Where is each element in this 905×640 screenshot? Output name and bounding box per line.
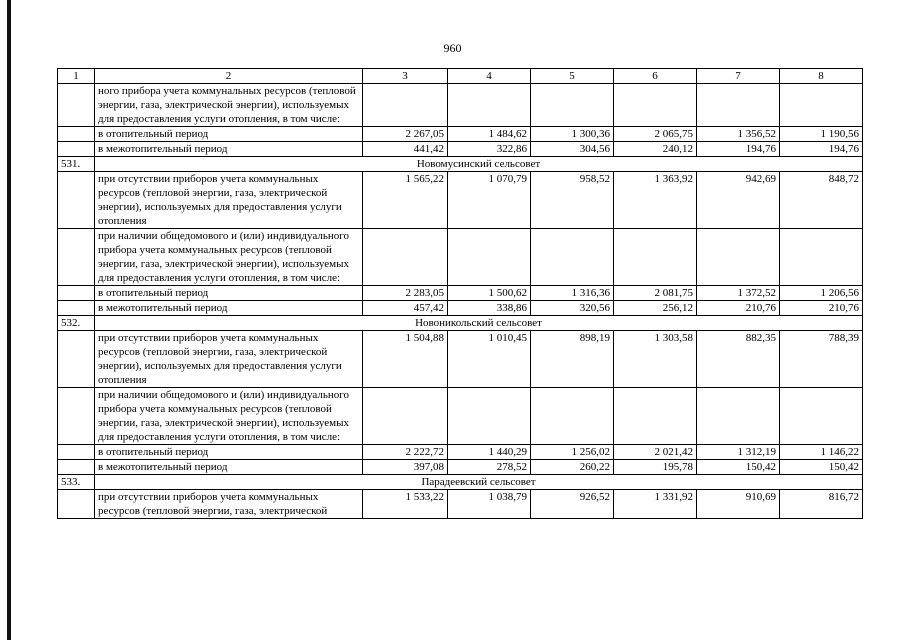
tariff-table — [57, 68, 863, 519]
section-header-row — [58, 316, 863, 331]
table-row — [58, 331, 863, 388]
section-title: Новоникольский сельсовет — [95, 316, 863, 331]
value-cell: 194,76 — [780, 142, 863, 157]
value-cell: 2 222,72 — [363, 445, 448, 460]
table-row — [58, 388, 863, 445]
value-cell: 256,12 — [614, 301, 697, 316]
value-cell: 1 356,52 — [697, 127, 780, 142]
value-cell: 942,69 — [697, 172, 780, 229]
value-cell: 882,35 — [697, 331, 780, 388]
section-title: Парадеевский сельсовет — [95, 475, 863, 490]
table-row — [58, 460, 863, 475]
value-cell: 2 081,75 — [614, 286, 697, 301]
section-header-row — [58, 157, 863, 172]
value-cell: 1 500,62 — [448, 286, 531, 301]
scan-edge-bar — [7, 0, 11, 640]
value-cell: 1 206,56 — [780, 286, 863, 301]
value-cell: 1 484,62 — [448, 127, 531, 142]
page-number: 960 — [443, 41, 462, 55]
value-cell: 1 146,22 — [780, 445, 863, 460]
value-cell: 441,42 — [363, 142, 448, 157]
header-cell: 5 — [531, 69, 614, 84]
value-cell: 1 070,79 — [448, 172, 531, 229]
header-cell: 6 — [614, 69, 697, 84]
value-cell: 2 283,05 — [363, 286, 448, 301]
value-cell: 1 010,45 — [448, 331, 531, 388]
value-cell: 2 021,42 — [614, 445, 697, 460]
value-cell: 457,42 — [363, 301, 448, 316]
value-cell: 338,86 — [448, 301, 531, 316]
value-cell: 1 316,36 — [531, 286, 614, 301]
table-row — [58, 172, 863, 229]
row-description: при наличии общедомового и (или) индивидуального прибора учета коммунальных ресурсов (тепловой энергии, газа, электрической энергии), используемых для предоставления услуги отопления, в том числе: — [95, 388, 363, 445]
section-number: 532. — [58, 316, 95, 331]
value-cell: 848,72 — [780, 172, 863, 229]
header-cell: 7 — [697, 69, 780, 84]
value-cell: 926,52 — [531, 490, 614, 519]
header-cell: 4 — [448, 69, 531, 84]
header-cell: 1 — [58, 69, 95, 84]
table-row — [58, 286, 863, 301]
value-cell: 210,76 — [697, 301, 780, 316]
value-cell: 322,86 — [448, 142, 531, 157]
value-cell: 260,22 — [531, 460, 614, 475]
section-number: 533. — [58, 475, 95, 490]
value-cell: 320,56 — [531, 301, 614, 316]
value-cell: 1 440,29 — [448, 445, 531, 460]
value-cell: 1 363,92 — [614, 172, 697, 229]
value-cell: 1 256,02 — [531, 445, 614, 460]
row-label: в межотопительный период — [95, 301, 363, 316]
section-title: Новомусинский сельсовет — [95, 157, 863, 172]
section-number: 531. — [58, 157, 95, 172]
value-cell: 910,69 — [697, 490, 780, 519]
table-row — [58, 127, 863, 142]
value-cell: 240,12 — [614, 142, 697, 157]
value-cell: 210,76 — [780, 301, 863, 316]
value-cell: 2 065,75 — [614, 127, 697, 142]
value-cell: 304,56 — [531, 142, 614, 157]
value-cell: 1 312,19 — [697, 445, 780, 460]
value-cell: 150,42 — [697, 460, 780, 475]
row-label: в межотопительный период — [95, 142, 363, 157]
row-description: при отсутствии приборов учета коммунальных ресурсов (тепловой энергии, газа, электрической — [95, 490, 363, 519]
value-cell: 788,39 — [780, 331, 863, 388]
row-label: в отопительный период — [95, 127, 363, 142]
value-cell: 195,78 — [614, 460, 697, 475]
value-cell: 1 190,56 — [780, 127, 863, 142]
table-row — [58, 142, 863, 157]
row-description: при отсутствии приборов учета коммунальных ресурсов (тепловой энергии, газа, электрической энергии), используемых для предоставления услуги отопления — [95, 172, 363, 229]
value-cell: 1 504,88 — [363, 331, 448, 388]
value-cell: 1 372,52 — [697, 286, 780, 301]
row-label: в отопительный период — [95, 286, 363, 301]
value-cell: 1 533,22 — [363, 490, 448, 519]
header-cell: 2 — [95, 69, 363, 84]
table-row — [58, 490, 863, 519]
section-header-row — [58, 475, 863, 490]
table-row — [58, 84, 863, 127]
row-label: в отопительный период — [95, 445, 363, 460]
value-cell: 2 267,05 — [363, 127, 448, 142]
header-cell: 8 — [780, 69, 863, 84]
value-cell: 898,19 — [531, 331, 614, 388]
value-cell: 278,52 — [448, 460, 531, 475]
value-cell: 150,42 — [780, 460, 863, 475]
table-row — [58, 229, 863, 286]
value-cell: 194,76 — [697, 142, 780, 157]
value-cell: 816,72 — [780, 490, 863, 519]
value-cell: 958,52 — [531, 172, 614, 229]
table-header-row — [58, 69, 863, 84]
value-cell: 1 303,58 — [614, 331, 697, 388]
value-cell: 1 038,79 — [448, 490, 531, 519]
row-description: ного прибора учета коммунальных ресурсов (тепловой энергии, газа, электрической энергии), используемых для предоставления услуги отопления, в том числе: — [95, 84, 363, 127]
value-cell: 1 300,36 — [531, 127, 614, 142]
table-row — [58, 301, 863, 316]
row-description: при наличии общедомового и (или) индивидуального прибора учета коммунальных ресурсов (тепловой энергии, газа, электрической энергии), используемых для предоставления услуги отопления, в том числе: — [95, 229, 363, 286]
header-cell: 3 — [363, 69, 448, 84]
table-row — [58, 445, 863, 460]
value-cell: 1 565,22 — [363, 172, 448, 229]
value-cell: 397,08 — [363, 460, 448, 475]
row-description: при отсутствии приборов учета коммунальных ресурсов (тепловой энергии, газа, электрической энергии), используемых для предоставления услуги отопления — [95, 331, 363, 388]
row-label: в межотопительный период — [95, 460, 363, 475]
value-cell: 1 331,92 — [614, 490, 697, 519]
